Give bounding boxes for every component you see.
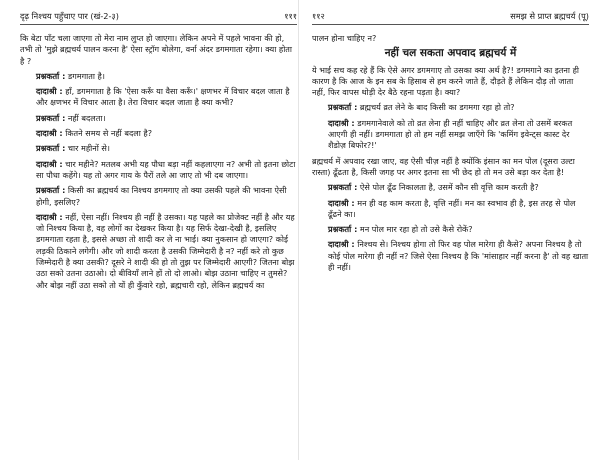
dialogue-entry xyxy=(328,182,589,193)
dialogue-entry xyxy=(328,118,589,152)
speaker-label: दादाश्री : xyxy=(36,86,63,97)
dialogue-text: डगमगाता है। xyxy=(67,70,105,81)
section-heading: नहीं चल सकता अपवाद ब्रह्मचर्य में xyxy=(384,47,517,60)
speaker-label: प्रश्नकर्ता : xyxy=(36,112,66,123)
dialogue-entry xyxy=(36,71,297,82)
dialogue-text: डगमगानेवाले को तो व्रत लेना ही नहीं चाहिए और व्रत लेना तो उसमें बरकत आएगी ही नहीं। डगमगाता हो तो हम नहीं समझ जाएँगे कि 'कमिंग इवेन्ट्स कास्ट देर शैडोज़ बिफोर?!' xyxy=(328,117,573,151)
dialogue-text: नहीं बदलता। xyxy=(67,112,106,123)
right-page-body xyxy=(312,33,589,273)
right-page-number: ११२ xyxy=(312,10,325,21)
dialogue-text: किसी का ब्रह्मचर्य का निश्चय डगमगाए तो क्या उसकी पहले की भावना ऐसी होगी, इसलिए? xyxy=(36,185,287,207)
right-header-title: समझ से प्राप्त ब्रह्मचर्य (पू) xyxy=(510,10,589,21)
dialogue-entry xyxy=(328,224,589,235)
dialogue-text: मन पोल मार रहा हो तो उसे कैसे रोकें? xyxy=(359,224,473,235)
dialogue-text: हाँ, डगमगाता है कि 'ऐसा करूँ या वैसा करूँ।' क्षणभर में विचार बदल जाता है और क्षणभर में विचार आता है। तेरा विचार बदल जाता है क्या कभी? xyxy=(36,86,290,108)
dialogue-entry xyxy=(36,143,297,154)
speaker-label: दादाश्री : xyxy=(328,239,355,250)
right-page xyxy=(312,0,589,460)
dialogue-entry xyxy=(328,239,589,273)
dialogue-entry xyxy=(36,113,297,124)
dialogue-text: नहीं, ऐसा नहीं। निश्चय ही नहीं है उसका। यह पहले का प्रोजेक्ट नहीं है और यह जो निश्चय किया है, वह लोगों का देखकर किया है। यह सिर्फ देखा-देखी है, इसलिए डगमगाता रहता है, इससे अच्छा तो शादी कर ले ना भाई। क्या नुकसान हो जाएगा? कोई लड़की ठिकाने लगेगी। और जो शादी करता है उसकी जिम्मेदारी है न? नहीं करे तो कुछ जिम्मेदारी है क्या उसकी? दूसरे ने शादी की हो तो तुझ पर जिम्मेदारी आएगी? जितना बोझ उठा सको उतना उठाओ। दो बीवियाँ लाने हों तो दो लाओ। बोझ उठाना चाहिए न तुमसे? और बोझ नहीं उठा सको तो यों ही कुँवारे रहो, ब्रह्मचारी रहो, लेकिन ब्रह्मचर्य का xyxy=(36,211,295,290)
dialogue-text: ऐसे पोल ढूँढ निकालता है, उसमें कौन सी वृत्ति काम करती है? xyxy=(359,182,539,193)
right-running-head xyxy=(312,8,589,25)
dialogue-entry xyxy=(36,185,297,208)
left-page xyxy=(20,0,297,460)
body-paragraph: ब्रह्मचर्य में अपवाद रखा जाए, वह ऐसी चीज़ नहीं है क्योंकि इंसान का मन पोल (दूसरा उल्टा रास्ता) ढूँढता है, किसी जगह पर अगर इतना सा भी छेद हो तो मन उसे बड़ा कर देता है! xyxy=(312,155,575,177)
dialogue-text: कितने समय से नहीं बदला है? xyxy=(65,128,152,139)
speaker-label: प्रश्नकर्ता : xyxy=(328,224,358,235)
body-paragraph: कि बेटा पाँट चला जाएगा तो मेरा नाम लुप्त हो जाएगा। लेकिन अपने में पहले भावना की हो, तभी तो 'मुझे ब्रह्मचर्य पालन करना है' ऐसा स्ट्रॉग बोलेगा, वर्ना अंदर डगमगाता रहेगा। क्या होता है ? xyxy=(20,33,293,66)
dialogue-text: निश्चय से। निश्चय होगा तो फिर वह पोल मारेगा ही कैसे? अपना निश्चय है तो कोई पोल मारेगा ही नहीं न? जिसे ऐसा निश्चय है कि 'मांसाहार नहीं करना है' तो वह खाता ही नहीं। xyxy=(328,239,589,273)
left-page-number: १११ xyxy=(284,10,297,21)
speaker-label: दादाश्री : xyxy=(36,128,63,139)
dialogue-text: चार महीनों से। xyxy=(67,143,110,154)
speaker-label: प्रश्नकर्ता : xyxy=(36,70,66,81)
speaker-label: दादाश्री : xyxy=(328,117,355,128)
speaker-label: दादाश्री : xyxy=(36,158,63,169)
speaker-label: दादाश्री : xyxy=(328,197,355,208)
left-header-title: दृढ़ निश्चय पहुँचाए पार (खं-2-३) xyxy=(20,10,119,21)
body-paragraph: पालन होना चाहिए न? xyxy=(312,33,377,43)
dialogue-text: मन ही वह काम करता है, वृत्ति नहीं। मन का स्वभाव ही है, इस तरह से पोल ढूँढने का। xyxy=(328,197,576,219)
dialogue-entry xyxy=(36,159,297,182)
dialogue-entry xyxy=(36,128,297,139)
dialogue-entry xyxy=(36,212,297,291)
left-page-body xyxy=(20,33,297,291)
speaker-label: प्रश्नकर्ता : xyxy=(328,102,358,113)
dialogue-entry xyxy=(328,102,589,113)
speaker-label: प्रश्नकर्ता : xyxy=(36,185,66,196)
speaker-label: प्रश्नकर्ता : xyxy=(36,143,66,154)
speaker-label: दादाश्री : xyxy=(36,211,63,222)
speaker-label: प्रश्नकर्ता : xyxy=(328,182,358,193)
page-gutter xyxy=(298,0,299,460)
dialogue-text: चार महीने? मतलब अभी यह पौधा बड़ा नहीं कहलाएगा न? अभी तो इतना छोटा सा पौधा कहेंगे। यह तो अगर गाय के पैरों तले आ जाए तो भी दब जाएगा। xyxy=(36,158,296,180)
dialogue-text: ब्रह्मचर्य व्रत लेने के बाद किसी का डगमगा रहा हो तो? xyxy=(359,102,515,113)
left-running-head xyxy=(20,8,297,25)
dialogue-entry xyxy=(328,198,589,221)
dialogue-entry xyxy=(36,86,297,109)
body-paragraph: ये भाई सच कह रहे हैं कि ऐसे अगर डगमगाए तो उसका क्या अर्थ है?! डगमगाने का इतना ही कारण है कि आज के इन सब के हिसाब से हम करने जाते हैं, दौड़ते हैं लेकिन दौड़ तो जाता नहीं, फिर वापस थोड़ी देर बैठे रहना पड़ता है। क्या? xyxy=(312,64,579,98)
